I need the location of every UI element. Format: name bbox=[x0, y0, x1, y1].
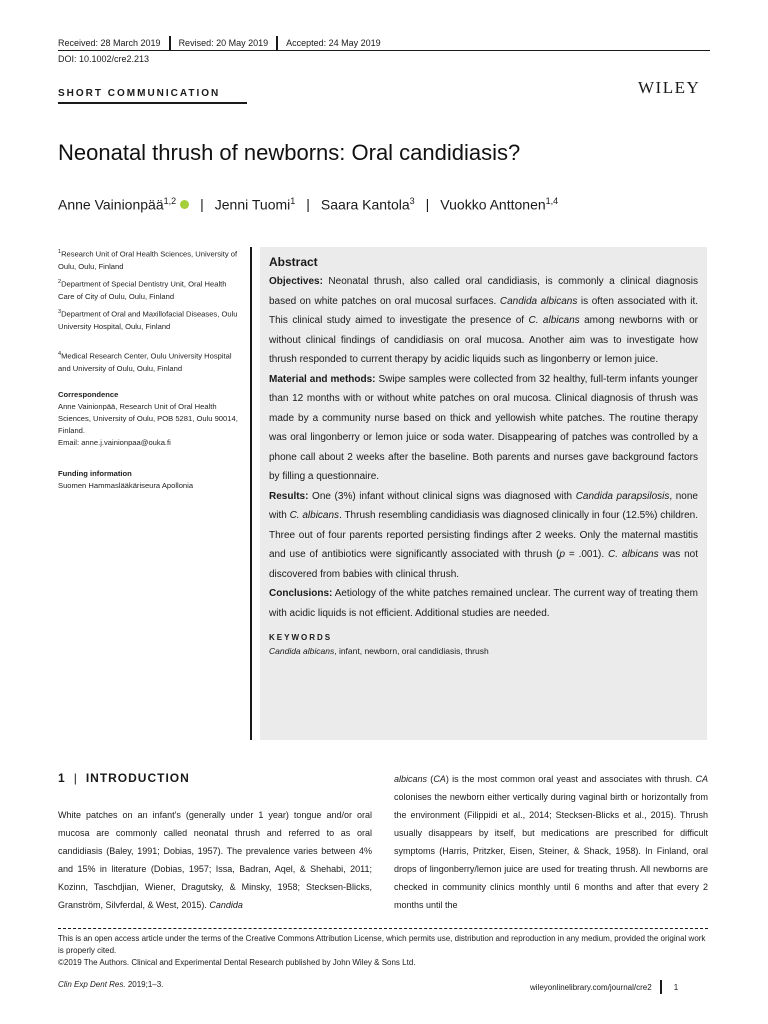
section-label: SHORT COMMUNICATION bbox=[58, 88, 221, 99]
author-separator: | bbox=[425, 196, 430, 213]
author-list bbox=[58, 196, 558, 213]
body-text-right: albicans (CA) is the most common oral yeast and associates with thrush. CA colonises the newborn either vertically during vaginal birth or horizontally from the environment (Filippidi et al., 2014; Stecksen-Blicks et al., 2015). Thrush usually disappears by itself, but medications are prescribed for difficult symptoms (Harris, Pritzker, Eisen, Steiner, & Shack, 1958). In Finland, oral drops of lingonberry/lemon juice are used for treating thrush. All newborns are checked in community clinics monthly until 6 months and after that every 2 months until the bbox=[394, 774, 708, 910]
article-dates bbox=[58, 36, 381, 50]
date-separator bbox=[169, 36, 171, 50]
revised-date: Revised: 20 May 2019 bbox=[178, 38, 269, 48]
footer-rule bbox=[58, 928, 708, 929]
correspondence-heading: Correspondence bbox=[58, 390, 119, 399]
affiliation: $^4$Medical Research Center, Oulu University Hospital and University of Oulu, Oulu, Finland bbox=[58, 351, 232, 373]
author[interactable]: Saara Kantola$^3$ bbox=[320, 196, 415, 213]
correspondence bbox=[58, 389, 243, 449]
abstract-bar bbox=[250, 247, 252, 740]
correspondence-email[interactable]: Email: anne.j.vainionpaa@ouka.fi bbox=[58, 438, 171, 447]
abstract-box bbox=[260, 247, 707, 740]
body-text-left: White patches on an infant's (generally under 1 year) tongue and/or oral mucosa are commonly called neonatal thrush and referred to as oral candidiasis (Baley, 1991; Dobias, 1957). The prevalence varies between 4% and 15% in literature (Dobias, 1957; Issa, Badran, Aqel, & Shehabi, 2011; Kozinn, Taschdjian, Wiener, Dragutsky, & Minsky, 1958; Stecksen-Blicks, Granström, Silvferdal, & West, 2015). Candida bbox=[58, 810, 372, 910]
keywords: Candida albicans, infant, newborn, oral candidiasis, thrush bbox=[269, 646, 489, 656]
author-separator: | bbox=[306, 196, 310, 213]
section-label-underline bbox=[58, 102, 247, 104]
affiliation: $^1$Research Unit of Oral Health Sciences, University of Oulu, Oulu, Finland bbox=[58, 249, 238, 271]
license-text: This is an open access article under the terms of the Creative Commons Attribution License, which permits use, distribution and reproduction in any medium, provided the original work is properly cited. bbox=[58, 934, 706, 955]
license-note bbox=[58, 933, 708, 969]
publisher-logo: WILEY bbox=[638, 78, 701, 97]
funding bbox=[58, 468, 243, 492]
author[interactable]: Jenni Tuomi$^1$ bbox=[214, 196, 296, 213]
orcid-icon[interactable] bbox=[180, 200, 189, 209]
date-separator bbox=[276, 36, 278, 50]
author[interactable]: Vuokko Anttonen$^{1,4}$ bbox=[440, 196, 559, 213]
footer-separator bbox=[660, 980, 662, 994]
article-title: Neonatal thrush of newborns: Oral candidiasis? bbox=[58, 140, 521, 165]
abstract-title: Abstract bbox=[269, 255, 318, 269]
journal-citation: Clin Exp Dent Res. 2019;1–3. bbox=[58, 980, 164, 989]
author[interactable]: Anne Vainionpää$^{1,2}$ bbox=[58, 196, 177, 213]
abstract-methods: Material and methods: Swipe samples were collected from 32 healthy, full-term infants younger than 12 months with or without white patches on oral mucosa. Clinical diagnosis of thrush was made by a community nurse based on thick and yellowish white patches. The routine therapy was oral lingonberry or lemon juice or soda water. Disappearing of patches was controlled by a phone call about 2 weeks after the baseline. Both parents and nurses gave background factors by filling a questionnaire. bbox=[269, 373, 698, 482]
header-rule bbox=[58, 50, 398, 51]
received-date: Received: 28 March 2019 bbox=[58, 38, 161, 48]
abstract-objectives: Objectives: Neonatal thrush, also called oral candidiasis, is commonly a clinical diagnosis based on white patches on oral mucosal surfaces. Candida albicans is often associated with it. This clinical study aimed to investigate the presence of C. albicans among newborns with or without clinical findings of candidiasis on oral mucosa. Another aim was to investigate how thrush responded to current therapy by acidic liquids such as lingonberry or lemon juice. bbox=[269, 276, 699, 365]
affiliation: $^3$Department of Oral and Maxillofacial Diseases, Oulu University Hospital, Oulu, Finland bbox=[58, 309, 238, 331]
page-footer-right bbox=[530, 980, 678, 994]
doi[interactable]: DOI: 10.1002/cre2.213 bbox=[58, 54, 150, 64]
accepted-date: Accepted: 24 May 2019 bbox=[286, 38, 381, 48]
section-heading-introduction: 1 | INTRODUCTION bbox=[58, 771, 190, 785]
author-separator: | bbox=[200, 196, 204, 213]
correspondence-text: Anne Vainionpää, Research Unit of Oral Health Sciences, University of Oulu, POB 5281, Oulu 90014, Finland. bbox=[58, 402, 238, 435]
affiliation: $^2$Department of Special Dentistry Unit, Oral Health Care of City of Oulu, Oulu, Finland bbox=[58, 279, 227, 301]
keywords-heading: KEYWORDS bbox=[269, 633, 333, 642]
funding-heading: Funding information bbox=[58, 469, 132, 478]
header-rule-right bbox=[398, 50, 710, 51]
page-number: 1 bbox=[673, 982, 679, 992]
copyright-text: ©2019 The Authors. Clinical and Experimental Dental Research published by John Wiley & Sons Ltd. bbox=[58, 958, 416, 967]
abstract-conclusions: Conclusions: Aetiology of the white patches remained unclear. The current way of treating them with acidic liquids is not efficient. Additional studies are needed. bbox=[269, 588, 698, 619]
funding-text: Suomen Hammaslääkäriseura Apollonia bbox=[58, 481, 194, 490]
journal-url[interactable]: wileyonlinelibrary.com/journal/cre2 bbox=[530, 982, 652, 992]
abstract-results: Results: One (3%) infant without clinical signs was diagnosed with Candida parapsilosis, none with C. albicans. Thrush resembling candidiasis was diagnosed clinically in four (12.5%) children. Three out of four parents reported persisting findings after 2 weeks. Only the maternal mastitis and use of antibiotics were significantly associated with thrush (p = .001). C. albicans was not discovered from babies with clinical thrush. bbox=[269, 490, 699, 580]
